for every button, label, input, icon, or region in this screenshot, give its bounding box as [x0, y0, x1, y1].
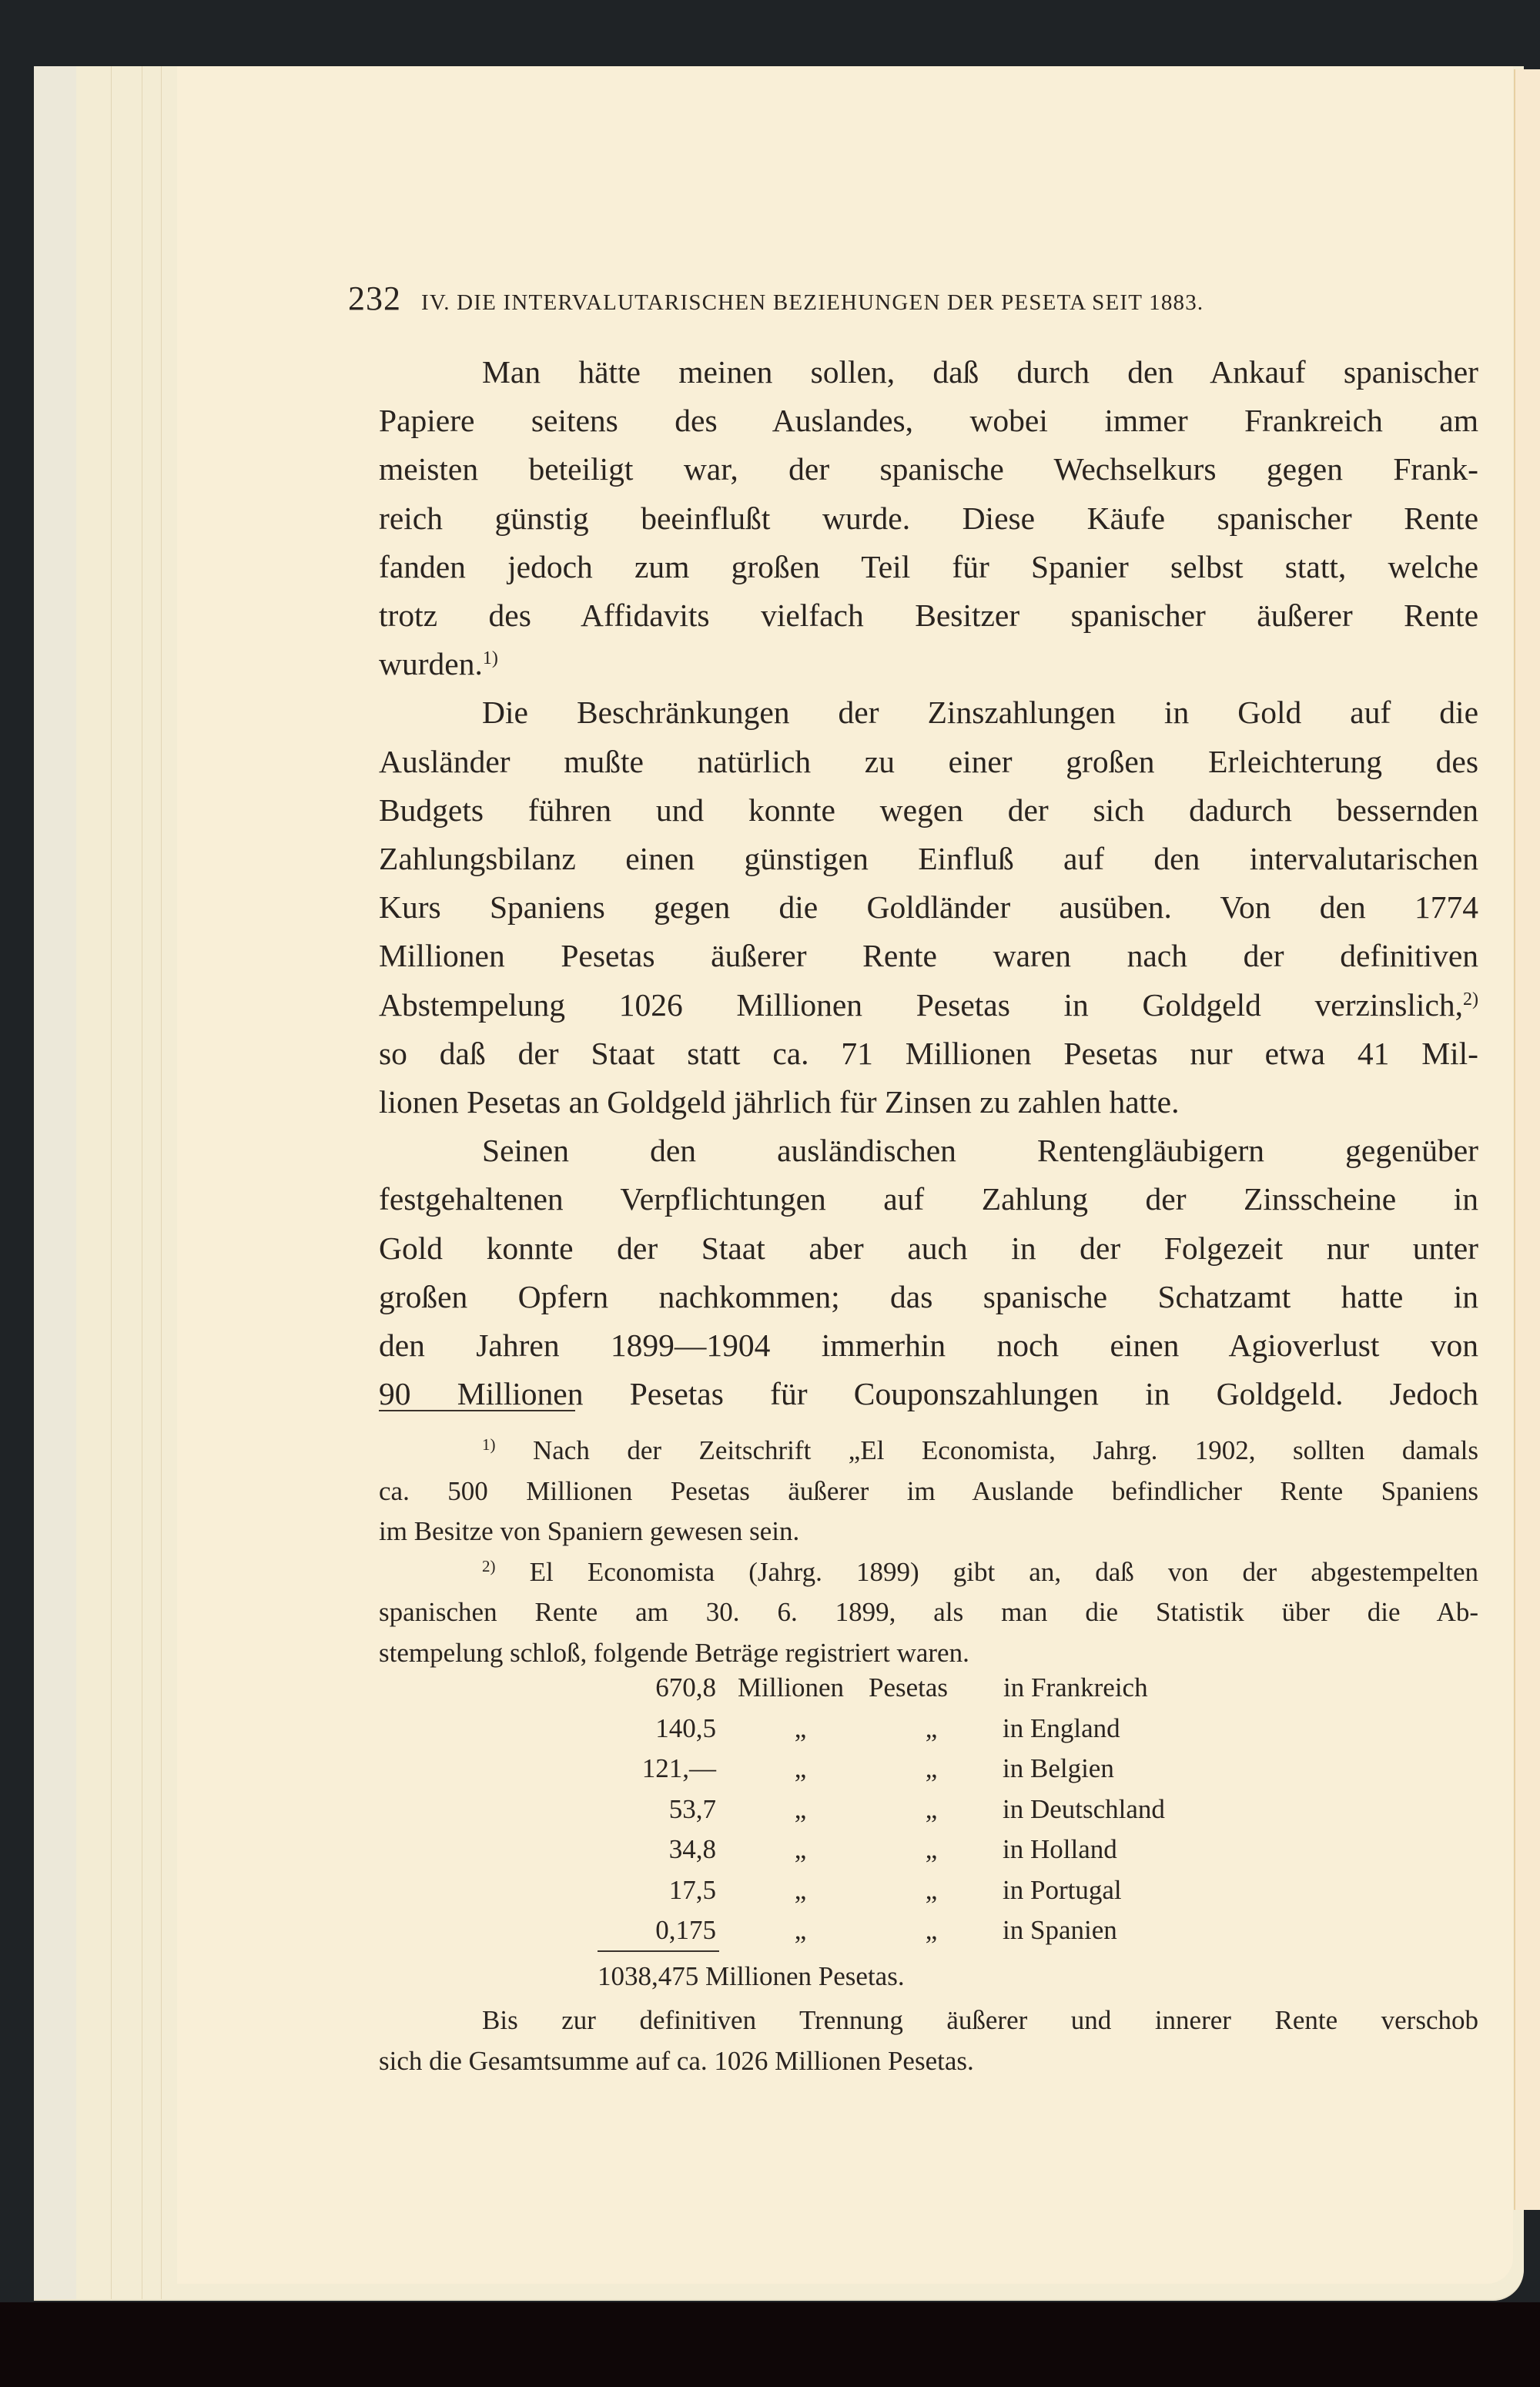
- page-number: 232: [348, 280, 401, 317]
- unit-cell: „: [794, 1753, 807, 1783]
- unit-cell: Millionen: [738, 1672, 845, 1702]
- text-line: Zahlungsbilanz einen günstigen Einfluß auf den intervalutarischen: [379, 841, 1478, 877]
- unit-cell: „: [794, 1712, 807, 1743]
- text-line: fanden jedoch zum großen Teil für Spanier selbst statt, welche: [379, 548, 1478, 584]
- table-row: [539, 1749, 1309, 1789]
- text-line: 90 Millionen Pesetas für Couponszahlungen in Goldgeld. Jedoch: [379, 1376, 1478, 1412]
- unit-cell: „: [794, 1793, 807, 1824]
- text-line: Ausländer mußte natürlich zu einer großen Erleichterung des: [379, 743, 1478, 779]
- currency-cell: „: [925, 1834, 938, 1864]
- text-line: reich günstig beeinflußt wurde. Diese Käufe spanischer Rente: [379, 500, 1478, 536]
- table-row: [539, 1709, 1309, 1749]
- text-line: ca. 500 Millionen Pesetas äußerer im Auslande befindlicher Rente Spaniens: [379, 1475, 1478, 1506]
- amount-cell: 53,7: [668, 1793, 716, 1824]
- text-line: im Besitze von Spaniern gewesen sein.: [379, 1516, 800, 1546]
- paragraph: [379, 348, 1478, 688]
- sum-divider: [598, 1950, 719, 1952]
- country-cell: in England: [1003, 1712, 1120, 1743]
- text-line: $^{1)}$ Nach der Zeitschrift „El Economista, Jahrg. 1902, sollten damals: [482, 1435, 1479, 1465]
- currency-cell: Pesetas: [869, 1672, 949, 1702]
- table-row: [539, 1870, 1309, 1911]
- currency-cell: „: [925, 1793, 938, 1824]
- currency-cell: „: [925, 1712, 938, 1743]
- text-line: großen Opfern nachkommen; das spanische Schatzamt hatte in: [379, 1278, 1478, 1314]
- currency-cell: „: [925, 1874, 938, 1905]
- adjacent-page-edge: [1514, 69, 1540, 2210]
- holdings-table: [539, 1668, 1309, 1951]
- text-line: Budgets führen und konnte wegen der sich dadurch bessernden: [379, 792, 1478, 828]
- book-fore-edge: [34, 66, 76, 2299]
- footnote-reference[interactable]: 2): [1463, 989, 1478, 1009]
- text-line: Kurs Spaniens gegen die Goldländer ausüben. Von den 1774: [379, 889, 1478, 926]
- text-line: wurden.$^{1)}$: [379, 646, 498, 682]
- text-line: Bis zur definitiven Trennung äußerer und innerer Rente verschob: [482, 2005, 1478, 2035]
- unit-cell: „: [794, 1834, 807, 1864]
- text-line: Man hätte meinen sollen, daß durch den Ankauf spanischer: [482, 354, 1478, 390]
- amount-cell: 17,5: [668, 1874, 716, 1905]
- text-line: Abstempelung 1026 Millionen Pesetas in Goldgeld verzinslich,$^{2)}$: [379, 986, 1478, 1023]
- country-cell: in Belgien: [1003, 1753, 1114, 1783]
- unit-cell: „: [794, 1915, 807, 1945]
- running-head-title: IV. DIE INTERVALUTARISCHEN BEZIEHUNGEN DER PESETA SEIT 1883.: [421, 290, 1204, 315]
- country-cell: in Spanien: [1003, 1915, 1117, 1945]
- amount-cell: 34,8: [668, 1834, 716, 1864]
- text-line: Seinen den ausländischen Rentengläubigern gegenüber: [482, 1133, 1478, 1169]
- country-cell: in Deutschland: [1003, 1793, 1165, 1824]
- amount-cell: 140,5: [655, 1712, 716, 1743]
- unit-cell: „: [794, 1874, 807, 1905]
- text-line: meisten beteiligt war, der spanische Wechselkurs gegen Frank-: [379, 451, 1478, 487]
- footnote-2: [379, 1552, 1478, 1674]
- text-line: Die Beschränkungen der Zinszahlungen in Gold auf die: [482, 695, 1478, 731]
- text-line: festgehaltenen Verpflichtungen auf Zahlung der Zinsscheine in: [379, 1181, 1478, 1217]
- country-cell: in Holland: [1003, 1834, 1117, 1864]
- page-edge-line: [161, 66, 162, 2299]
- footnote-marker: 2): [482, 1556, 496, 1575]
- footnote-marker: 1): [482, 1435, 496, 1454]
- running-header: [348, 279, 1480, 318]
- text-line: Papiere seitens des Auslandes, wobei immer Frankreich am: [379, 403, 1478, 439]
- text-line: lionen Pesetas an Goldgeld jährlich für Zinsen zu zahlen hatte.: [379, 1084, 1180, 1120]
- text-line: Millionen Pesetas äußerer Rente waren nach der definitiven: [379, 938, 1478, 974]
- country-cell: in Frankreich: [1003, 1672, 1148, 1702]
- paragraph: [379, 1127, 1478, 1418]
- text-line: Gold konnte der Staat aber auch in der Folgezeit nur unter: [379, 1230, 1478, 1266]
- text-line: trotz des Affidavits vielfach Besitzer spanischer äußerer Rente: [379, 598, 1478, 634]
- amount-cell: 0,175: [655, 1915, 716, 1945]
- closing-paragraph: [379, 2000, 1478, 2081]
- currency-cell: „: [925, 1915, 938, 1945]
- footnote-1: [379, 1431, 1478, 1552]
- table-row: [539, 1668, 1309, 1709]
- table-row: [539, 1830, 1309, 1870]
- amount-cell: 670,8: [655, 1672, 716, 1702]
- main-text: [379, 348, 1478, 1418]
- text-line: spanischen Rente am 30. 6. 1899, als man die Statistik über die Ab-: [379, 1597, 1478, 1627]
- text-line: so daß der Staat statt ca. 71 Millionen Pesetas nur etwa 41 Mil-: [379, 1035, 1478, 1071]
- footnotes: [379, 1431, 1478, 1673]
- table-row: [539, 1789, 1309, 1830]
- amount-cell: 121,—: [641, 1753, 716, 1783]
- text-line: $^{2)}$ El Economista (Jahrg. 1899) gibt an, daß von der abgestempelten: [482, 1556, 1479, 1587]
- table-total: 1038,475 Millionen Pesetas.: [598, 1961, 905, 1991]
- currency-cell: „: [925, 1753, 938, 1783]
- scan-backdrop: [0, 2302, 1540, 2387]
- paragraph: [379, 688, 1478, 1127]
- text-line: stempelung schloß, folgende Beträge registriert waren.: [379, 1637, 969, 1668]
- footnote-reference[interactable]: 1): [482, 648, 498, 669]
- country-cell: in Portugal: [1003, 1874, 1122, 1905]
- footnote-divider: [379, 1410, 575, 1411]
- table-row: [539, 1910, 1309, 1951]
- text-line: den Jahren 1899—1904 immerhin noch einen Agioverlust von: [379, 1327, 1478, 1364]
- page-edge-line: [111, 66, 112, 2299]
- text-line: sich die Gesamtsumme auf ca. 1026 Millionen Pesetas.: [379, 2045, 974, 2076]
